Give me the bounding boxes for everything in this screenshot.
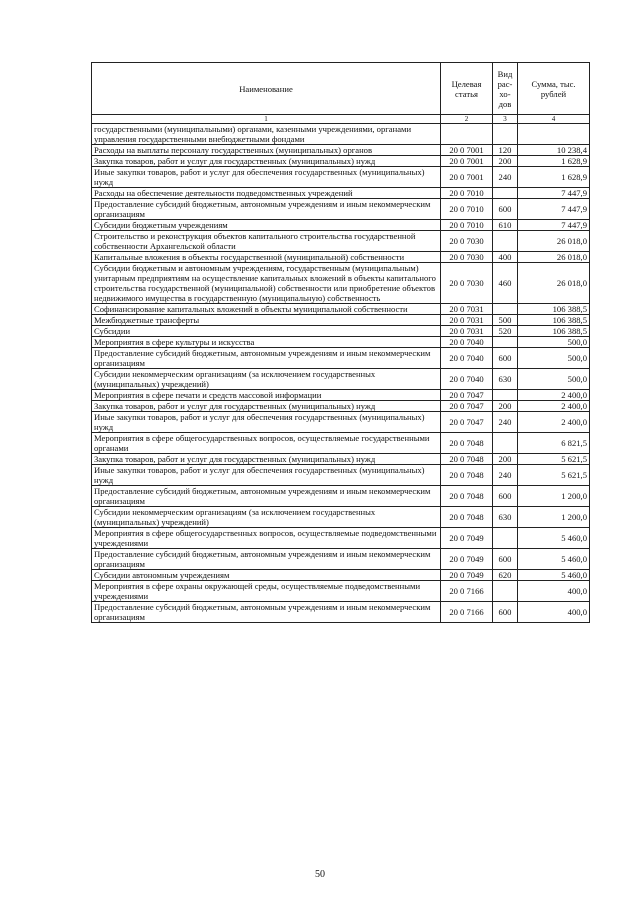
row-sum: 1 628,9	[518, 156, 590, 167]
table-row	[92, 304, 590, 315]
row-sum: 106 388,5	[518, 315, 590, 326]
row-vid: 620	[493, 570, 518, 581]
row-name: Капитальные вложения в объекты государственной (муниципальной) собственности	[92, 252, 441, 263]
table-row	[92, 570, 590, 581]
row-sum: 7 447,9	[518, 199, 590, 220]
table-row	[92, 156, 590, 167]
row-code: 20 0 7001	[441, 145, 493, 156]
row-sum: 10 238,4	[518, 145, 590, 156]
row-name: Субсидии автономным учреждениям	[92, 570, 441, 581]
row-sum: 5 621,5	[518, 465, 590, 486]
row-code: 20 0 7010	[441, 220, 493, 231]
row-sum: 1 628,9	[518, 167, 590, 188]
row-sum: 5 460,0	[518, 549, 590, 570]
table-row	[92, 326, 590, 337]
header-sum: Сумма, тыс. рублей	[518, 63, 590, 115]
table-row	[92, 124, 590, 145]
row-vid	[493, 231, 518, 252]
table-row	[92, 454, 590, 465]
table-row	[92, 390, 590, 401]
row-sum: 6 821,5	[518, 433, 590, 454]
row-code: 20 0 7048	[441, 465, 493, 486]
row-code: 20 0 7049	[441, 570, 493, 581]
row-code: 20 0 7031	[441, 315, 493, 326]
document-sheet	[91, 62, 589, 623]
row-sum: 500,0	[518, 348, 590, 369]
row-code: 20 0 7031	[441, 304, 493, 315]
row-vid: 600	[493, 348, 518, 369]
row-vid: 200	[493, 401, 518, 412]
row-code: 20 0 7166	[441, 581, 493, 602]
row-vid: 200	[493, 156, 518, 167]
table-row	[92, 528, 590, 549]
row-name: Мероприятия в сфере общегосударственных вопросов, осуществляемые подведомственными учреждениями	[92, 528, 441, 549]
row-vid: 240	[493, 465, 518, 486]
row-code: 20 0 7047	[441, 401, 493, 412]
row-vid	[493, 304, 518, 315]
table-row	[92, 433, 590, 454]
row-code: 20 0 7030	[441, 231, 493, 252]
row-name: Предоставление субсидий бюджетным, автономным учреждениям и иным некоммерческим организациям	[92, 602, 441, 623]
row-sum: 26 018,0	[518, 263, 590, 304]
row-name: Предоставление субсидий бюджетным, автономным учреждениям и иным некоммерческим организациям	[92, 486, 441, 507]
row-name: Предоставление субсидий бюджетным, автономным учреждениям и иным некоммерческим организациям	[92, 199, 441, 220]
row-name: Закупка товаров, работ и услуг для государственных (муниципальных) нужд	[92, 156, 441, 167]
row-vid: 600	[493, 486, 518, 507]
page-number: 50	[315, 869, 325, 880]
row-code: 20 0 7049	[441, 528, 493, 549]
row-code: 20 0 7048	[441, 433, 493, 454]
table-row	[92, 401, 590, 412]
table-row	[92, 231, 590, 252]
row-name: Иные закупки товаров, работ и услуг для обеспечения государственных (муниципальных) нужд	[92, 465, 441, 486]
row-vid: 500	[493, 315, 518, 326]
column-number-row	[92, 115, 590, 124]
row-vid: 200	[493, 454, 518, 465]
row-sum: 500,0	[518, 337, 590, 348]
table-row	[92, 220, 590, 231]
row-vid	[493, 337, 518, 348]
row-name: Субсидии бюджетным и автономным учреждениям, государственным (муниципальным) унитарным предприятиям на осуществление капитальных вложений в объекты капитального строительства государственной (муниципальной) собственности или приобретение объектов недвижимого имущества в государственную (муниципальную) собственность	[92, 263, 441, 304]
row-name: Расходы на выплаты персоналу государственных (муниципальных) органов	[92, 145, 441, 156]
row-code: 20 0 7001	[441, 167, 493, 188]
header-vid: Вид рас- хо- дов	[493, 63, 518, 115]
row-vid: 630	[493, 507, 518, 528]
row-code: 20 0 7048	[441, 486, 493, 507]
row-code	[441, 124, 493, 145]
row-code: 20 0 7049	[441, 549, 493, 570]
row-code: 20 0 7030	[441, 252, 493, 263]
row-vid	[493, 390, 518, 401]
row-sum: 400,0	[518, 581, 590, 602]
row-code: 20 0 7040	[441, 348, 493, 369]
row-code: 20 0 7048	[441, 454, 493, 465]
row-sum: 1 200,0	[518, 507, 590, 528]
row-code: 20 0 7048	[441, 507, 493, 528]
table-row	[92, 252, 590, 263]
row-name: Субсидии некоммерческим организациям (за исключением государственных (муниципальных) учреждений)	[92, 369, 441, 390]
row-code: 20 0 7030	[441, 263, 493, 304]
column-number-3: 3	[493, 115, 518, 124]
row-vid: 240	[493, 167, 518, 188]
column-number-4: 4	[518, 115, 590, 124]
row-name: Иные закупки товаров, работ и услуг для обеспечения государственных (муниципальных) нужд	[92, 412, 441, 433]
row-vid: 520	[493, 326, 518, 337]
table-header-row	[92, 63, 590, 115]
table-row	[92, 337, 590, 348]
row-sum: 1 200,0	[518, 486, 590, 507]
row-vid	[493, 528, 518, 549]
row-code: 20 0 7040	[441, 369, 493, 390]
row-sum: 5 460,0	[518, 570, 590, 581]
row-name: Мероприятия в сфере печати и средств массовой информации	[92, 390, 441, 401]
row-code: 20 0 7040	[441, 337, 493, 348]
row-code: 20 0 7166	[441, 602, 493, 623]
row-sum: 26 018,0	[518, 231, 590, 252]
row-code: 20 0 7010	[441, 188, 493, 199]
table-row	[92, 199, 590, 220]
table-row	[92, 602, 590, 623]
table-row	[92, 263, 590, 304]
table-row	[92, 486, 590, 507]
row-name: Предоставление субсидий бюджетным, автономным учреждениям и иным некоммерческим организациям	[92, 549, 441, 570]
table-row	[92, 167, 590, 188]
table-row	[92, 315, 590, 326]
row-name: Межбюджетные трансферты	[92, 315, 441, 326]
row-name: Мероприятия в сфере охраны окружающей среды, осуществляемые подведомственными учреждениями	[92, 581, 441, 602]
row-name: Субсидии бюджетным учреждениям	[92, 220, 441, 231]
row-name: Мероприятия в сфере культуры и искусства	[92, 337, 441, 348]
row-vid: 600	[493, 602, 518, 623]
row-name: Предоставление субсидий бюджетным, автономным учреждениям и иным некоммерческим организациям	[92, 348, 441, 369]
row-name: Расходы на обеспечение деятельности подведомственных учреждений	[92, 188, 441, 199]
row-name: Строительство и реконструкция объектов капитального строительства государственной собственности Архангельской области	[92, 231, 441, 252]
row-sum: 106 388,5	[518, 326, 590, 337]
table-row	[92, 145, 590, 156]
table-body	[92, 124, 590, 623]
row-name: Закупка товаров, работ и услуг для государственных (муниципальных) нужд	[92, 454, 441, 465]
row-vid	[493, 124, 518, 145]
row-sum: 2 400,0	[518, 390, 590, 401]
row-vid: 400	[493, 252, 518, 263]
header-code: Целевая статья	[441, 63, 493, 115]
row-name: Субсидии некоммерческим организациям (за исключением государственных (муниципальных) учреждений)	[92, 507, 441, 528]
row-sum: 5 460,0	[518, 528, 590, 549]
row-sum: 5 621,5	[518, 454, 590, 465]
table-row	[92, 549, 590, 570]
row-vid: 600	[493, 199, 518, 220]
row-name: Иные закупки товаров, работ и услуг для обеспечения государственных (муниципальных) нужд	[92, 167, 441, 188]
row-sum: 400,0	[518, 602, 590, 623]
column-number-2: 2	[441, 115, 493, 124]
table-row	[92, 412, 590, 433]
row-sum: 2 400,0	[518, 412, 590, 433]
row-sum: 500,0	[518, 369, 590, 390]
row-code: 20 0 7047	[441, 390, 493, 401]
row-name: государственными (муниципальными) органами, казенными учреждениями, органами управления государственными внебюджетными фондами	[92, 124, 441, 145]
row-vid: 240	[493, 412, 518, 433]
row-code: 20 0 7047	[441, 412, 493, 433]
table-row	[92, 507, 590, 528]
row-name: Субсидии	[92, 326, 441, 337]
row-vid: 120	[493, 145, 518, 156]
row-vid: 600	[493, 549, 518, 570]
table-row	[92, 188, 590, 199]
row-name: Софинансирование капитальных вложений в объекты муниципальной собственности	[92, 304, 441, 315]
row-sum	[518, 124, 590, 145]
row-code: 20 0 7001	[441, 156, 493, 167]
table-row	[92, 581, 590, 602]
row-vid: 460	[493, 263, 518, 304]
row-sum: 7 447,9	[518, 220, 590, 231]
row-code: 20 0 7031	[441, 326, 493, 337]
row-sum: 26 018,0	[518, 252, 590, 263]
row-vid: 610	[493, 220, 518, 231]
row-sum: 106 388,5	[518, 304, 590, 315]
table-row	[92, 348, 590, 369]
header-name: Наименование	[92, 63, 441, 115]
row-vid: 630	[493, 369, 518, 390]
table-row	[92, 465, 590, 486]
table-row	[92, 369, 590, 390]
row-code: 20 0 7010	[441, 199, 493, 220]
column-number-1: 1	[92, 115, 441, 124]
row-vid	[493, 433, 518, 454]
row-name: Мероприятия в сфере общегосударственных вопросов, осуществляемые государственными органами	[92, 433, 441, 454]
row-name: Закупка товаров, работ и услуг для государственных (муниципальных) нужд	[92, 401, 441, 412]
row-vid	[493, 581, 518, 602]
row-vid	[493, 188, 518, 199]
row-sum: 2 400,0	[518, 401, 590, 412]
budget-table	[91, 62, 590, 623]
row-sum: 7 447,9	[518, 188, 590, 199]
